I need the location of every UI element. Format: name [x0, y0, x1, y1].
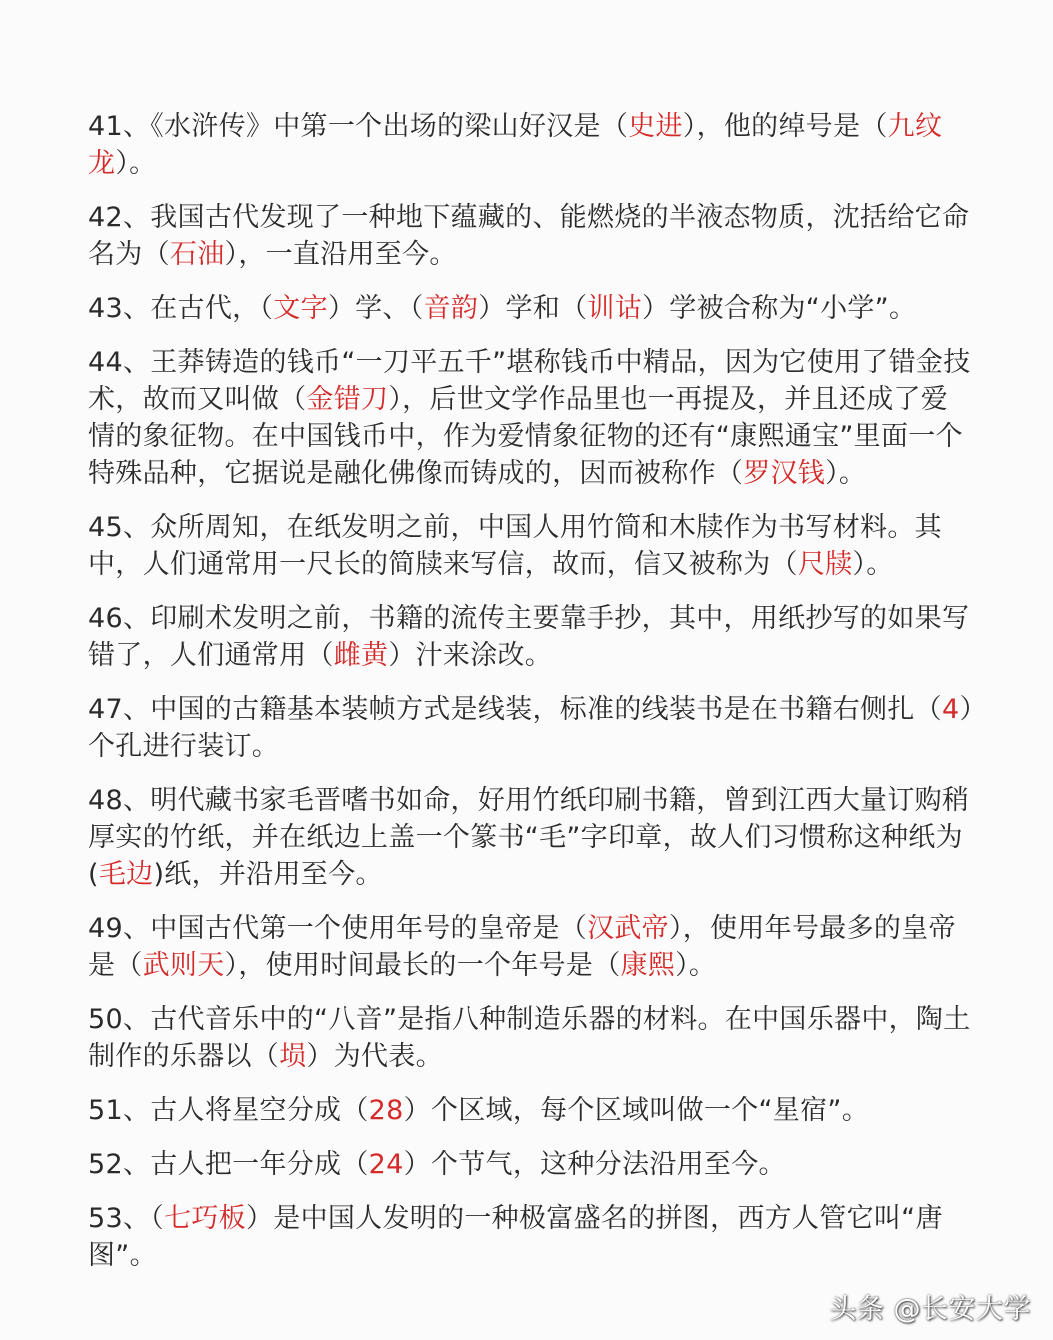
question-text: ），使用时间最长的一个年号是（: [224, 950, 621, 981]
quiz-item: [88, 199, 974, 273]
answer-text: 金错刀: [306, 384, 389, 415]
question-text: 49、中国古代第一个使用年号的皇帝是（: [88, 913, 588, 944]
question-text: ）。: [852, 549, 894, 580]
question-text: 42、我国古代发现了一种地下蕴藏的、能燃烧的半液态物质，沈括给它命名为（: [88, 202, 970, 270]
quiz-item: [88, 509, 974, 583]
question-text: 53、（: [88, 1203, 165, 1234]
answer-text: 24: [368, 1149, 404, 1180]
question-text: 45、众所周知，在纸发明之前，中国人用竹简和木牍作为书写材料。其中，人们通常用一尺长的简牍来写信，故而，信又被称为（: [88, 512, 942, 580]
answer-text: 4: [941, 694, 960, 725]
question-text: 46、印刷术发明之前，书籍的流传主要靠手抄，其中，用纸抄写的如果写错了，人们通常用（: [88, 603, 970, 671]
question-text: ）学和（: [478, 293, 588, 324]
question-text: 52、古人把一年分成（: [88, 1149, 369, 1180]
answer-text: 九纹龙: [88, 111, 943, 179]
question-text: 47、中国的古籍基本装帧方式是线装，标准的线装书是在书籍右侧扎（: [88, 694, 942, 725]
quiz-item: [88, 1001, 974, 1075]
quiz-item: [88, 344, 974, 492]
answer-text: 文字: [273, 293, 328, 324]
quiz-list: [88, 108, 974, 1291]
question-text: ）学、（: [327, 293, 424, 324]
question-text: 43、在古代，（: [88, 293, 274, 324]
question-text: ）汁来涂改。: [388, 640, 553, 671]
answer-text: 28: [368, 1095, 404, 1126]
question-text: ）个孔进行装订。: [88, 694, 974, 762]
answer-text: 雌黄: [333, 640, 389, 671]
question-text: ）。: [825, 458, 867, 489]
question-text: ）个节气，这种分法沿用至今。: [403, 1149, 786, 1180]
quiz-item: [88, 1092, 974, 1129]
quiz-item: [88, 290, 974, 327]
question-text: 44、王莽铸造的钱币“一刀平五千”堪称钱币中精品，因为它使用了错金技术，故而又叫做（: [88, 347, 971, 415]
quiz-item: [88, 910, 974, 984]
answer-text: 埙: [279, 1041, 307, 1072]
question-text: ）学被合称为“小学”。: [642, 293, 917, 324]
question-text: ），使用年号最多的皇帝是（: [88, 913, 956, 981]
question-text: 48、明代藏书家毛晋嗜书如命，好用竹纸印刷书籍，曾到江西大量订购稍厚实的竹纸，并在纸边上盖一个篆书“毛”字印章，故人们习惯称这种纸为(: [88, 785, 970, 890]
answer-text: 史进: [628, 111, 683, 142]
watermark-text: 头条 @长安大学: [829, 1294, 1031, 1325]
question-text: ）是中国人发明的一种极富盛名的拼图，西方人管它叫“唐图”。: [88, 1203, 943, 1271]
answer-text: 尺牍: [797, 549, 853, 580]
answer-text: 石油: [169, 239, 225, 270]
quiz-item: [88, 108, 974, 182]
quiz-item: [88, 600, 974, 674]
question-text: ）个区域，每个区域叫做一个“星宿”。: [403, 1095, 869, 1126]
question-text: ），他的绰号是（: [682, 111, 888, 142]
answer-text: 毛边: [98, 859, 154, 890]
answer-text: 康熙: [620, 950, 676, 981]
question-text: 51、古人将星空分成（: [88, 1095, 369, 1126]
answer-text: 七巧板: [164, 1203, 246, 1234]
answer-text: 训诂: [587, 293, 642, 324]
quiz-item: [88, 691, 974, 765]
quiz-item: [88, 1200, 974, 1274]
question-text: ）。: [675, 950, 717, 981]
answer-text: 音韵: [423, 293, 479, 324]
question-text: ），后世文学作品里也一再提及，并且还成了爱情的象征物。在中国钱币中，作为爱情象征物的还有“康熙通宝”里面一个特殊品种，它据说是融化佛像而铸成的，因而被称作（: [88, 384, 963, 489]
answer-text: 罗汉钱: [743, 458, 826, 489]
answer-text: 武则天: [142, 950, 225, 981]
question-text: ）。: [115, 148, 157, 179]
quiz-item: [88, 782, 974, 893]
question-text: ），一直沿用至今。: [224, 239, 457, 270]
quiz-item: [88, 1146, 974, 1183]
question-text: 50、古代音乐中的“八音”是指八种制造乐器的材料。在中国乐器中，陶土制作的乐器以（: [88, 1004, 971, 1072]
question-text: )纸，并沿用至今。: [153, 859, 383, 890]
answer-text: 汉武帝: [587, 913, 669, 944]
question-text: ）为代表。: [306, 1041, 443, 1072]
question-text: 41、《水浒传》中第一个出场的梁山好汉是（: [88, 111, 629, 142]
